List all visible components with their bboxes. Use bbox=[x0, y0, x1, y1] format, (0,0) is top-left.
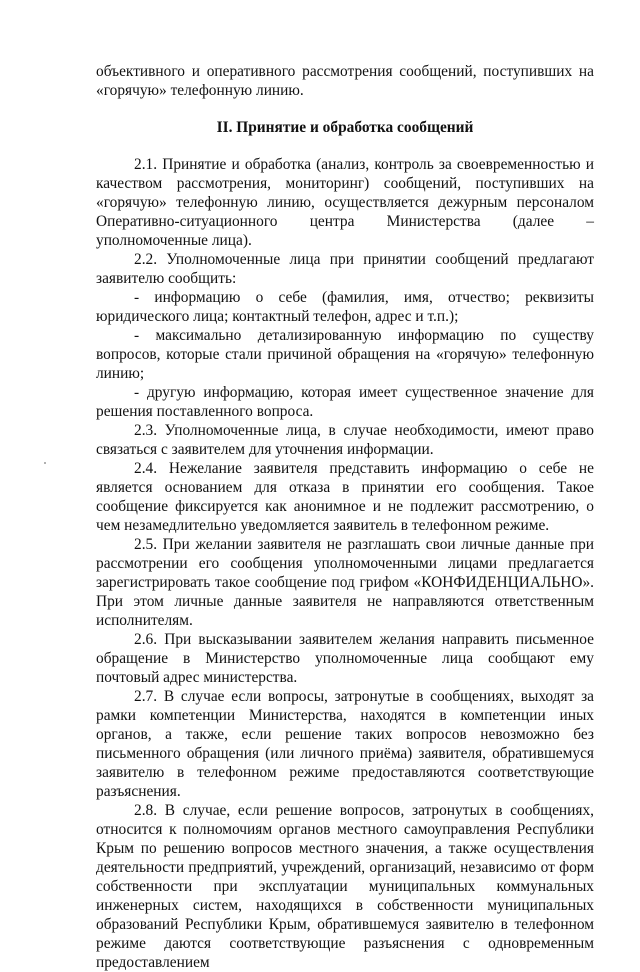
list-item-detailed-info: - максимально детализированную информацию по существу вопросов, которые стали причиной обращения на «горячую» телефонную линию; bbox=[96, 327, 594, 382]
scan-speck bbox=[44, 462, 46, 464]
list-item-other-info: - другую информацию, которая имеет существенное значение для решения поставленного вопроса. bbox=[96, 384, 594, 420]
paragraph-2-3: 2.3. Уполномоченные лица, в случае необходимости, имеют право связаться с заявителем для уточнения информации. bbox=[96, 422, 594, 458]
paragraph-2-6: 2.6. При высказывании заявителем желания направить письменное обращение в Министерство уполномоченные лица сообщают ему почтовый адрес министерства. bbox=[96, 631, 594, 686]
paragraph-2-1: 2.1. Принятие и обработка (анализ, контроль за своевременностью и качеством рассмотрения, мониторинг) сообщений, поступивших на «горячую» телефонную линию, осуществляется дежурным персоналом Оперативно-ситуационного центра Министерства (далее – уполномоченные лица). bbox=[96, 156, 594, 249]
intro-paragraph: объективного и оперативного рассмотрения сообщений, поступивших на «горячую» телефонную линию. bbox=[96, 63, 594, 99]
paragraph-2-8: 2.8. В случае, если решение вопросов, затронутых в сообщениях, относится к полномочиям органов местного самоуправления Республики Крым по решению вопросов местного значения, а также осуществления деятельности предприятий, учреждений, организаций, независимо от форм собственности при эксплуатации муниципальных коммунальных инженерных систем, находящихся в собственности муниципальных образований Республики Крым, обратившемуся заявителю в телефонном режиме даются соответствующие разъяснения с одновременным предоставлением bbox=[96, 802, 594, 971]
paragraph-2-4: 2.4. Нежелание заявителя представить информацию о себе не является основанием для отказа в принятии его сообщения. Такое сообщение фиксируется как анонимное и не подлежит рассмотрению, о чем незамедлительно уведомляется заявитель в телефонном режиме. bbox=[96, 460, 594, 534]
paragraph-2-2: 2.2. Уполномоченные лица при принятии сообщений предлагают заявителю сообщить: bbox=[96, 251, 594, 287]
section-heading: II. Принятие и обработка сообщений bbox=[216, 119, 474, 136]
paragraph-2-7: 2.7. В случае если вопросы, затронутые в сообщениях, выходят за рамки компетенции Министерства, находятся в компетенции иных органов, а также, если решение таких вопросов невозможно без письменного обращения (или личного приёма) заявителя, обратившемуся заявителю в телефонном режиме предоставляются соответствующие разъяснения. bbox=[96, 688, 594, 800]
document-page bbox=[96, 62, 594, 972]
list-item-personal-info: - информацию о себе (фамилия, имя, отчество; реквизиты юридического лица; контактный телефон, адрес и т.п.); bbox=[96, 289, 594, 325]
paragraph-2-5: 2.5. При желании заявителя не разглашать свои личные данные при рассмотрении его сообщения уполномоченными лицами предлагается зарегистрировать такое сообщение под грифом «КОНФИДЕНЦИАЛЬНО». При этом личные данные заявителя не направляются ответственным исполнителям. bbox=[96, 536, 594, 629]
